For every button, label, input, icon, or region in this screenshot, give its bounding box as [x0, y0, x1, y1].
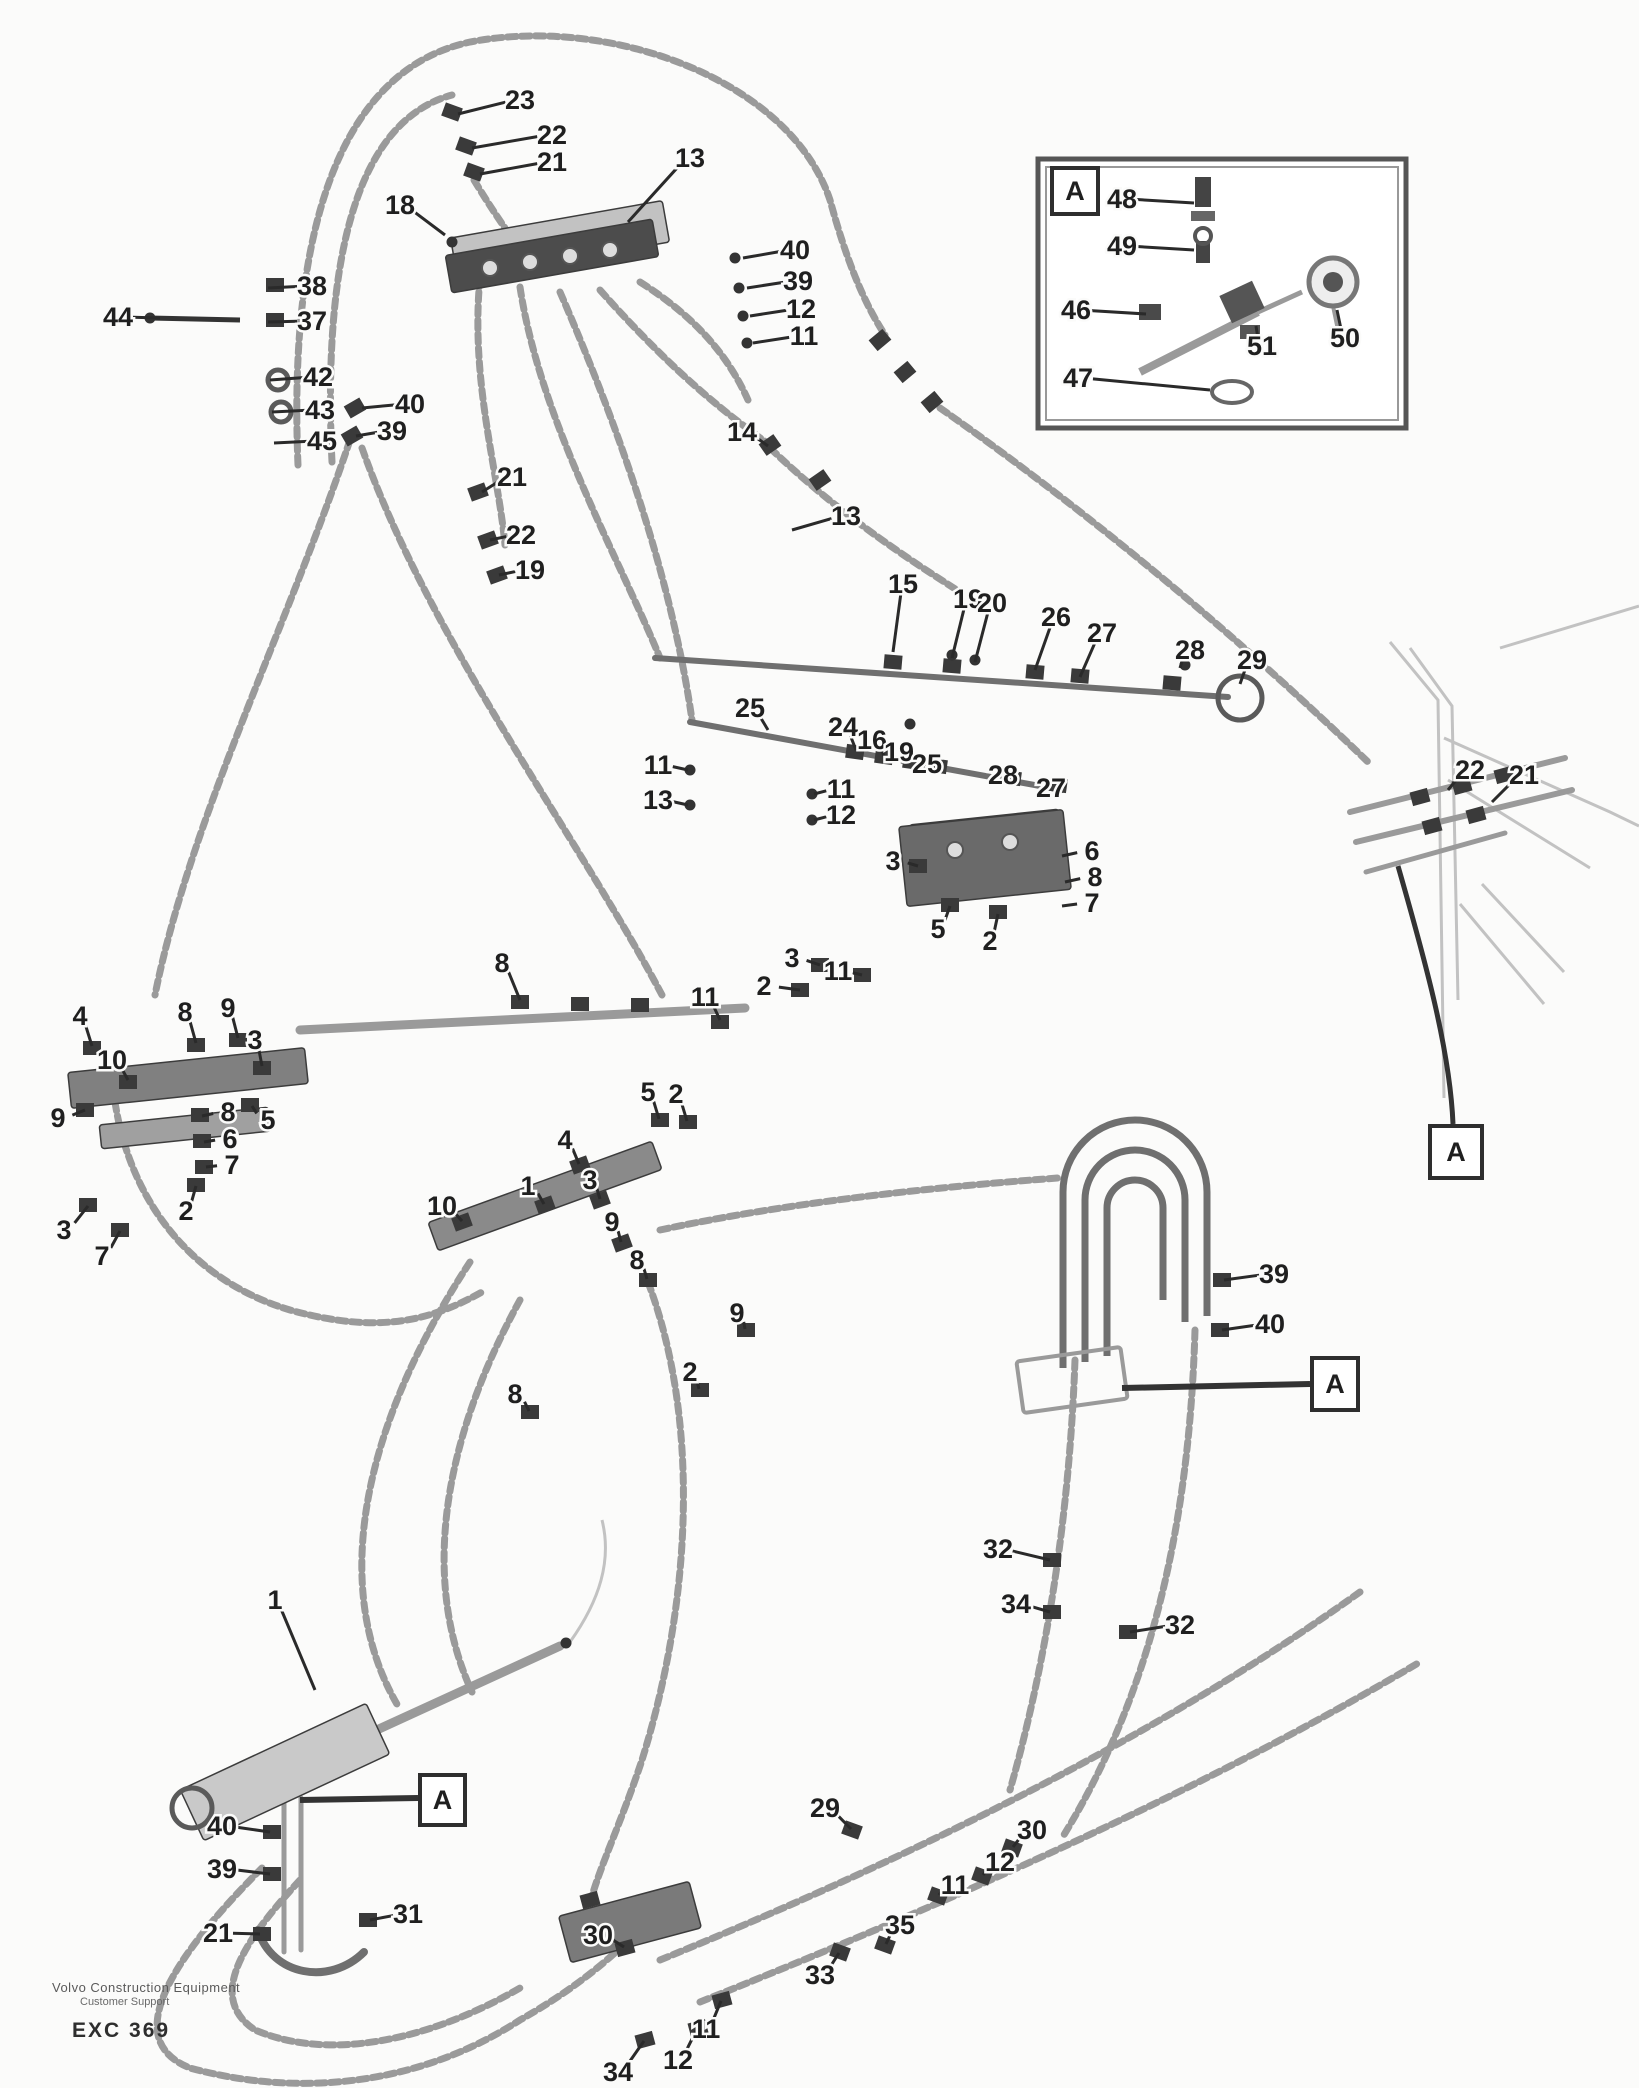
callout-label: 40 — [206, 1811, 238, 1841]
callout-label: 51 — [1246, 331, 1278, 361]
callout-label: 38 — [296, 271, 328, 301]
callout-leader — [975, 613, 988, 662]
port-circle — [562, 248, 578, 264]
callout-label: 45 — [306, 426, 338, 456]
fitting — [441, 102, 463, 121]
callout-label: 10 — [96, 1045, 128, 1075]
fitting — [631, 998, 649, 1012]
fitting — [241, 1098, 259, 1112]
tube-path — [1366, 833, 1505, 872]
callout-label: 46 — [1060, 295, 1092, 325]
hose-path — [155, 440, 350, 995]
callout-label: 22 — [1454, 755, 1486, 785]
callout-label: 12 — [785, 294, 817, 324]
callout-label: 40 — [394, 389, 426, 419]
hose-path — [770, 448, 960, 592]
hose-path — [444, 1300, 523, 1692]
callout-label: 8 — [177, 997, 193, 1027]
tube-path — [655, 658, 1228, 697]
bolt — [738, 311, 749, 322]
callout-label: 31 — [392, 1899, 424, 1929]
callout-label: 39 — [782, 266, 814, 296]
callout-label: 18 — [384, 190, 416, 220]
callout-label: 10 — [426, 1191, 458, 1221]
callout-label: 30 — [1016, 1815, 1048, 1845]
inset-part — [1191, 211, 1215, 221]
fitting — [651, 1113, 669, 1127]
callout-label: 6 — [222, 1124, 238, 1154]
a-reference-label: A — [1065, 176, 1085, 206]
callout-leader — [750, 310, 786, 316]
callout-label: 4 — [72, 1001, 88, 1031]
callout-label: 3 — [247, 1025, 263, 1055]
port-circle — [1002, 834, 1018, 850]
fitting — [463, 162, 485, 181]
callout-label: 9 — [729, 1298, 745, 1328]
hose-path — [660, 1178, 1058, 1230]
callout-label: 13 — [830, 501, 862, 531]
callout-leader — [206, 1166, 217, 1167]
callout-label: 7 — [94, 1241, 110, 1271]
callout-label: 32 — [1164, 1610, 1196, 1640]
callout-label: 14 — [726, 417, 758, 447]
callout-label: 47 — [1062, 363, 1094, 393]
callout-label: 3 — [885, 846, 901, 876]
fitting — [1465, 806, 1486, 824]
fitting — [266, 278, 284, 292]
callout-leader — [952, 609, 964, 658]
callout-label: 2 — [682, 1357, 698, 1387]
hose-path — [478, 278, 505, 545]
callout-leader — [272, 410, 305, 412]
bolt — [561, 1638, 572, 1649]
callout-label: 19 — [883, 737, 915, 767]
callout-label: 42 — [302, 362, 334, 392]
callout-label: 19 — [952, 584, 984, 614]
fitting — [111, 1223, 129, 1237]
callout-label: 39 — [1258, 1259, 1290, 1289]
callout-leader — [233, 1933, 260, 1934]
callout-label: 2 — [756, 971, 772, 1001]
tube-path — [1356, 790, 1572, 842]
hose-path — [940, 408, 1368, 762]
hose-path — [520, 287, 660, 658]
callout-label: 28 — [1174, 635, 1206, 665]
callout-label: 12 — [825, 800, 857, 830]
inset-part — [1195, 177, 1211, 207]
fitting — [639, 1273, 657, 1287]
callout-label: 1 — [267, 1585, 283, 1615]
fitting — [79, 1198, 97, 1212]
callout-label: 26 — [1040, 602, 1072, 632]
callout-leader — [458, 102, 505, 114]
callout-label: 8 — [220, 1097, 236, 1127]
port-circle — [482, 260, 498, 276]
fitting — [883, 654, 902, 670]
callout-label: 7 — [224, 1150, 240, 1180]
callout-label: 5 — [260, 1105, 276, 1135]
callout-leader — [268, 286, 297, 288]
callout-label: 12 — [984, 1847, 1016, 1877]
a-reference-label: A — [1325, 1369, 1345, 1399]
callout-label: 11 — [789, 321, 819, 351]
callout-label: 40 — [1254, 1309, 1286, 1339]
callout-leader — [412, 211, 445, 235]
fitting — [521, 1405, 539, 1419]
port-circle — [947, 842, 963, 858]
callout-label: 9 — [50, 1103, 66, 1133]
callout-label: 20 — [976, 588, 1008, 618]
hose-path — [592, 1282, 683, 1896]
u-hose-path — [1107, 1180, 1163, 1356]
callout-label: 13 — [674, 143, 706, 173]
callout-leader — [743, 252, 780, 258]
fitting — [1409, 788, 1430, 806]
callout-label: 11 — [940, 1870, 970, 1900]
callout-leader — [274, 441, 307, 443]
callout-label: 44 — [102, 302, 134, 332]
hose-path — [660, 1592, 1360, 1960]
callout-label: 3 — [784, 943, 800, 973]
callout-label: 19 — [514, 555, 546, 585]
callout-leader — [893, 594, 901, 652]
callout-label: 34 — [1000, 1589, 1032, 1619]
tube-path — [300, 1008, 745, 1030]
callout-label: 50 — [1329, 323, 1361, 353]
reference-line — [1122, 1384, 1310, 1388]
callout-label: 21 — [202, 1918, 234, 1948]
callout-leader — [1035, 626, 1050, 670]
callout-label: 11 — [643, 750, 673, 780]
fitting — [571, 997, 589, 1011]
fitting — [455, 136, 477, 155]
callout-label: 2 — [178, 1196, 194, 1226]
callout-leader — [133, 317, 160, 318]
reference-line — [300, 1798, 418, 1800]
fitting — [634, 2031, 655, 2049]
callout-leader — [281, 1609, 315, 1690]
fitting — [266, 313, 284, 327]
a-reference-label: A — [432, 1785, 453, 1815]
port-circle — [522, 254, 538, 270]
callout-label: 11 — [826, 774, 856, 804]
callout-label: 12 — [662, 2045, 694, 2075]
callout-label: 37 — [296, 306, 328, 336]
hose-path — [560, 292, 692, 720]
bolt — [905, 719, 916, 730]
bolt — [730, 253, 741, 264]
fitting — [1162, 675, 1181, 691]
hose-path — [1010, 1360, 1075, 1790]
callout-label: 32 — [982, 1534, 1014, 1564]
callout-label: 39 — [206, 1854, 238, 1884]
callout-label: 21 — [1508, 760, 1540, 790]
frame-sketch-line — [570, 1520, 605, 1642]
callout-label: 21 — [496, 462, 528, 492]
a-reference-label: A — [1446, 1137, 1466, 1167]
inset-part — [1139, 304, 1161, 320]
footer-line-2: Customer Support — [80, 1996, 170, 2009]
fitting — [942, 658, 961, 674]
fitting — [894, 361, 917, 383]
callout-label: 8 — [494, 948, 510, 978]
footer-line-1: Volvo Construction Equipment — [52, 1980, 241, 1995]
callout-label: 8 — [629, 1245, 645, 1275]
callout-label: 4 — [557, 1125, 573, 1155]
callout-label: 22 — [505, 520, 537, 550]
callout-label: 25 — [911, 749, 943, 779]
callout-leader — [472, 137, 537, 148]
callout-label: 7 — [1084, 888, 1100, 918]
footer-code: EXC 369 — [72, 2019, 171, 2042]
callout-label: 3 — [56, 1215, 72, 1245]
callout-label: 11 — [823, 956, 853, 986]
callout-label: 35 — [884, 1910, 916, 1940]
callout-label: 8 — [1087, 862, 1103, 892]
callout-leader — [204, 1140, 215, 1142]
callout-label: 27 — [1086, 618, 1118, 648]
callout-label: 6 — [1084, 836, 1100, 866]
callout-label: 29 — [1236, 645, 1268, 675]
callout-label: 25 — [734, 693, 766, 723]
callout-label: 22 — [536, 120, 568, 150]
callout-label: 3 — [582, 1165, 598, 1195]
callout-label: 23 — [504, 85, 536, 115]
callout-leader — [268, 321, 297, 322]
component-body — [99, 1107, 271, 1149]
callout-leader — [747, 282, 783, 288]
reference-line — [150, 318, 240, 320]
frame-sketch-line — [1460, 904, 1544, 1004]
callout-leader — [362, 405, 395, 408]
callout-label: 2 — [668, 1079, 684, 1109]
bolt — [447, 237, 458, 248]
fitting — [679, 1115, 697, 1129]
callout-label: 9 — [604, 1207, 620, 1237]
fitting — [869, 329, 892, 351]
callout-label: 11 — [691, 2014, 721, 2044]
callout-label: 28 — [987, 760, 1019, 790]
callout-label: 15 — [887, 569, 919, 599]
callout-label: 5 — [930, 914, 946, 944]
callout-label: 29 — [809, 1793, 841, 1823]
hose-path — [474, 180, 505, 228]
callout-label: 43 — [304, 395, 336, 425]
callout-label: 5 — [640, 1077, 656, 1107]
callout-label: 11 — [690, 982, 720, 1012]
callout-label: 49 — [1106, 231, 1138, 261]
hose-path — [700, 1662, 1420, 2002]
callout-label: 16 — [856, 725, 888, 755]
tube-path — [368, 1646, 560, 1734]
callout-label: 8 — [507, 1379, 523, 1409]
frame-sketch-line — [1500, 606, 1639, 648]
component-body — [899, 810, 1071, 907]
callout-label: 33 — [804, 1960, 836, 1990]
callout-label: 21 — [536, 147, 568, 177]
bolt — [742, 338, 753, 349]
callout-label: 39 — [376, 416, 408, 446]
callout-label: 34 — [602, 2057, 634, 2087]
callout-label: 2 — [982, 926, 998, 956]
callout-leader — [753, 337, 789, 343]
callout-label: 30 — [582, 1920, 614, 1950]
inset-knob-center — [1323, 272, 1343, 292]
bolt — [734, 283, 745, 294]
fitting — [467, 482, 489, 501]
tube-path — [258, 1930, 364, 1972]
callout-label: 48 — [1106, 184, 1138, 214]
callout-label: 27 — [1035, 773, 1067, 803]
port-circle — [602, 242, 618, 258]
callout-label: 24 — [827, 712, 859, 742]
callout-label: 9 — [220, 993, 236, 1023]
callout-label: 13 — [642, 785, 674, 815]
callout-label: 1 — [520, 1171, 536, 1201]
callout-leader — [480, 164, 537, 174]
callout-leader — [792, 519, 831, 530]
callout-leader — [1062, 904, 1077, 906]
footer-block — [52, 1980, 240, 2044]
frame-sketch-line — [1482, 884, 1564, 972]
callout-label: 40 — [779, 235, 811, 265]
